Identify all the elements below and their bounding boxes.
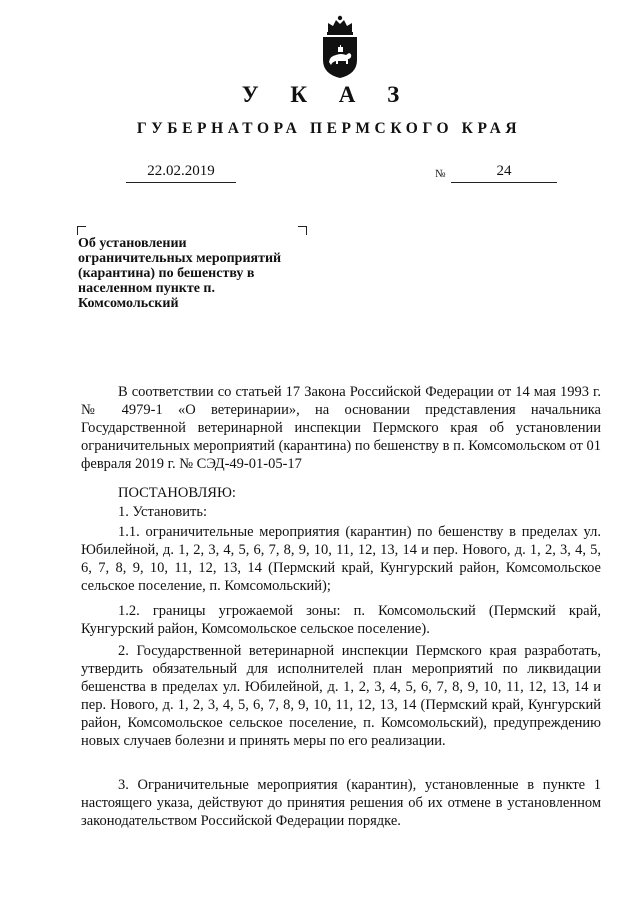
item-1-2: 1.2. границы угрожаемой зоны: п. Комсомольский (Пермский край, Кунгурский район, Комсомольское сельское поселение). — [81, 603, 601, 637]
document-heading: Об установлении ограничительных мероприятий (карантина) по бешенству в населенном пункте п. Комсомольский — [78, 236, 282, 311]
heading-corner-left — [77, 226, 86, 235]
document-number: 24 — [451, 162, 557, 183]
decree-word: ПОСТАНОВЛЯЮ: — [118, 485, 236, 501]
item-3: 3. Ограничительные мероприятия (карантин), установленные в пункте 1 настоящего указа, действуют до принятия решения об их отмене в установленном законодательством Российской Федерации порядке. — [81, 777, 601, 829]
item-1: 1. Установить: — [118, 504, 208, 520]
item-2: 2. Государственной ветеринарной инспекции Пермского края разработать, утвердить обязательный для исполнителей план мероприятий по ликвидации бешенства в пределах ул. Юбилейной, д. 1, 2, 3, 4, 5, 6, 7, 8, 9, 10, 11, 12, 13, 14 и пер. Нового, д. 1, 2, 3, 4, 5, 6, 7, 8, 9, 10, 11, 12, 13, 14 (Пермский край, Кунгурский район, Комсомольское сельское поселение, п. Комсомольский), предупреждению новых случаев болезни и принять меры по его реализации. — [81, 643, 601, 749]
heading-corner-right — [298, 226, 307, 235]
document-subtitle: ГУБЕРНАТОРА ПЕРМСКОГО КРАЯ — [136, 120, 522, 137]
coat-of-arms-icon — [319, 14, 361, 80]
number-sign: № — [435, 168, 446, 180]
preamble-paragraph: В соответствии со статьей 17 Закона Российской Федерации от 14 мая 1993 г. № 4979-1 «О ветеринарии», на основании представления начальника Государственной ветеринарной инспекции Пермского края об установлении ограничительных мероприятий (карантина) по бешенству в п. Комсомольском от 01 февраля 2019 г. № СЭД-49-01-05-17 — [81, 384, 601, 472]
document-date: 22.02.2019 — [126, 162, 236, 183]
item-1-1: 1.1. ограничительные мероприятия (карантин) по бешенству в пределах ул. Юбилейной, д. 1, 2, 3, 4, 5, 6, 7, 8, 9, 10, 11, 12, 13, 14 и пер. Нового, д. 1, 2, 3, 4, 5, 6, 7, 8, 9, 10, 11, 12, 13, 14 (Пермский край, Кунгурский район, Комсомольское сельское поселение, п. Комсомольский); — [81, 524, 601, 594]
document-title: У К А З — [241, 82, 413, 107]
